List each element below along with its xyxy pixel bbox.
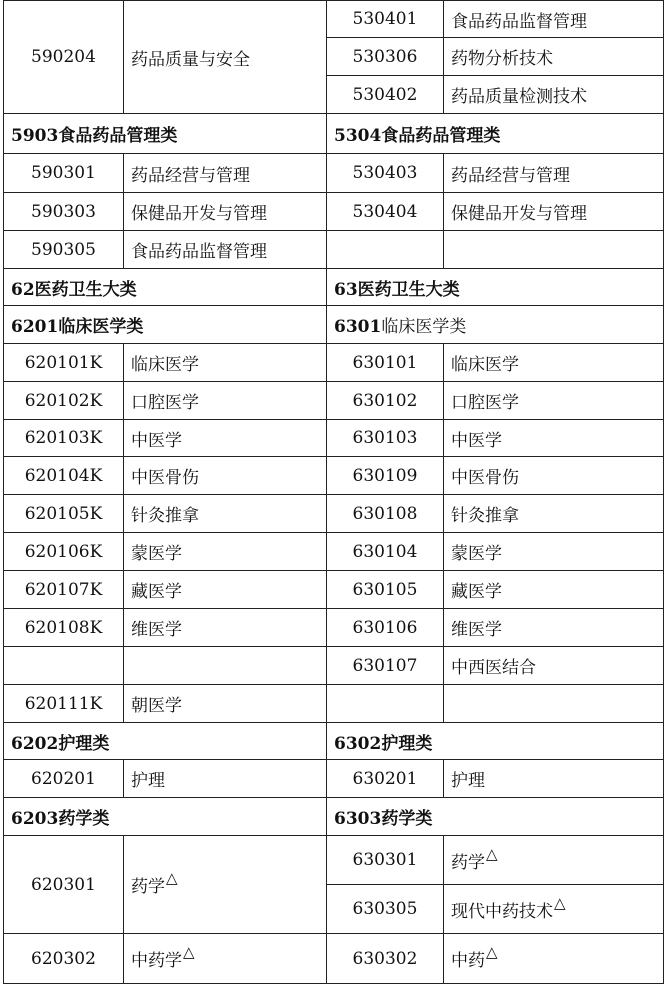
triangle-mark: △	[554, 893, 566, 912]
right-code: 630105	[327, 571, 444, 609]
right-category-header: 63医药卫生大类	[327, 269, 664, 306]
right-code: 630201	[327, 760, 444, 798]
right-name	[444, 934, 664, 984]
right-code: 630102	[327, 382, 444, 420]
category-header-row	[4, 723, 664, 760]
left-name: 药品经营与管理	[124, 154, 327, 193]
table-row	[4, 934, 664, 984]
left-code: 590301	[4, 154, 124, 193]
right-code: 630106	[327, 609, 444, 647]
left-code: 620107K	[4, 571, 124, 609]
left-name: 藏医学	[124, 571, 327, 609]
table-row	[4, 344, 664, 382]
right-category-header: 6303药学类	[327, 798, 664, 836]
left-name: 口腔医学	[124, 382, 327, 420]
left-name: 中医学	[124, 420, 327, 457]
right-code	[327, 231, 444, 269]
category-header-row	[4, 306, 664, 344]
right-code: 530306	[327, 38, 444, 76]
left-code: 620108K	[4, 609, 124, 647]
right-name: 维医学	[444, 609, 664, 647]
right-name: 口腔医学	[444, 382, 664, 420]
left-name: 保健品开发与管理	[124, 193, 327, 231]
left-name: 朝医学	[124, 685, 327, 723]
right-code: 630305	[327, 885, 444, 934]
name-text: 现代中药技术	[451, 901, 553, 922]
left-name: 蒙医学	[124, 533, 327, 571]
table-row	[4, 685, 664, 723]
right-name	[444, 685, 664, 723]
name-text: 药学	[131, 877, 165, 897]
left-category-header: 6202护理类	[4, 723, 327, 760]
right-name	[444, 836, 664, 885]
left-code: 620104K	[4, 457, 124, 495]
triangle-mark: △	[183, 943, 195, 961]
right-code: 630108	[327, 495, 444, 533]
left-code: 590204	[4, 1, 124, 114]
right-code: 630103	[327, 420, 444, 457]
right-code: 630101	[327, 344, 444, 382]
left-category-header: 62医药卫生大类	[4, 269, 327, 306]
left-name: 临床医学	[124, 344, 327, 382]
left-code: 620101K	[4, 344, 124, 382]
right-code: 530402	[327, 76, 444, 114]
left-code: 620102K	[4, 382, 124, 420]
left-name	[124, 836, 327, 934]
right-name: 保健品开发与管理	[444, 193, 664, 231]
left-category-header: 6203药学类	[4, 798, 327, 836]
name-text: 中药	[451, 951, 485, 971]
left-code	[4, 647, 124, 685]
left-code: 620103K	[4, 420, 124, 457]
right-name	[444, 231, 664, 269]
left-code: 620111K	[4, 685, 124, 723]
right-name: 临床医学	[444, 344, 664, 382]
left-code: 590305	[4, 231, 124, 269]
name-text: 药学	[451, 852, 485, 873]
right-code: 530404	[327, 193, 444, 231]
right-name: 中西医结合	[444, 647, 664, 685]
header-text: 临床医学类	[381, 317, 467, 337]
right-name: 护理	[444, 760, 664, 798]
right-code: 530403	[327, 154, 444, 193]
left-code: 620105K	[4, 495, 124, 533]
right-name: 药品质量检测技术	[444, 76, 664, 114]
triangle-mark: △	[486, 844, 498, 863]
right-name: 中医骨伤	[444, 457, 664, 495]
table-row	[4, 495, 664, 533]
category-header-row	[4, 798, 664, 836]
name-text: 中药学	[131, 951, 182, 971]
left-name	[124, 647, 327, 685]
major-mapping-table	[3, 0, 664, 984]
right-name: 药品经营与管理	[444, 154, 664, 193]
right-code: 630109	[327, 457, 444, 495]
right-name: 藏医学	[444, 571, 664, 609]
table-row	[4, 1, 664, 38]
category-header-row	[4, 114, 664, 154]
right-name: 食品药品监督管理	[444, 1, 664, 38]
left-code: 620301	[4, 836, 124, 934]
table-row	[4, 154, 664, 193]
table-row	[4, 647, 664, 685]
right-category-header: 5304食品药品管理类	[327, 114, 664, 154]
left-code: 620302	[4, 934, 124, 984]
right-code: 630104	[327, 533, 444, 571]
table-row	[4, 382, 664, 420]
left-name: 针灸推拿	[124, 495, 327, 533]
left-code: 620201	[4, 760, 124, 798]
left-category-header: 5903食品药品管理类	[4, 114, 327, 154]
right-code: 530401	[327, 1, 444, 38]
left-name: 药品质量与安全	[124, 1, 327, 114]
table-row	[4, 760, 664, 798]
right-code: 630107	[327, 647, 444, 685]
right-category-header	[327, 306, 664, 344]
header-code: 6301	[334, 317, 382, 337]
left-name: 维医学	[124, 609, 327, 647]
left-category-header: 6201临床医学类	[4, 306, 327, 344]
triangle-mark: △	[166, 869, 178, 887]
table-row	[4, 420, 664, 457]
table-row	[4, 571, 664, 609]
right-name: 中医学	[444, 420, 664, 457]
table-row	[4, 457, 664, 495]
right-name: 蒙医学	[444, 533, 664, 571]
table-row	[4, 231, 664, 269]
left-code: 620106K	[4, 533, 124, 571]
right-name	[444, 885, 664, 934]
right-code: 630302	[327, 934, 444, 984]
right-code	[327, 685, 444, 723]
left-name: 食品药品监督管理	[124, 231, 327, 269]
table-row	[4, 836, 664, 885]
category-header-row	[4, 269, 664, 306]
table-row	[4, 609, 664, 647]
table-row	[4, 533, 664, 571]
right-code: 630301	[327, 836, 444, 885]
right-name: 药物分析技术	[444, 38, 664, 76]
left-code: 590303	[4, 193, 124, 231]
triangle-mark: △	[486, 943, 498, 961]
right-name: 针灸推拿	[444, 495, 664, 533]
left-name	[124, 934, 327, 984]
table-row	[4, 193, 664, 231]
left-name: 护理	[124, 760, 327, 798]
right-category-header: 6302护理类	[327, 723, 664, 760]
left-name: 中医骨伤	[124, 457, 327, 495]
